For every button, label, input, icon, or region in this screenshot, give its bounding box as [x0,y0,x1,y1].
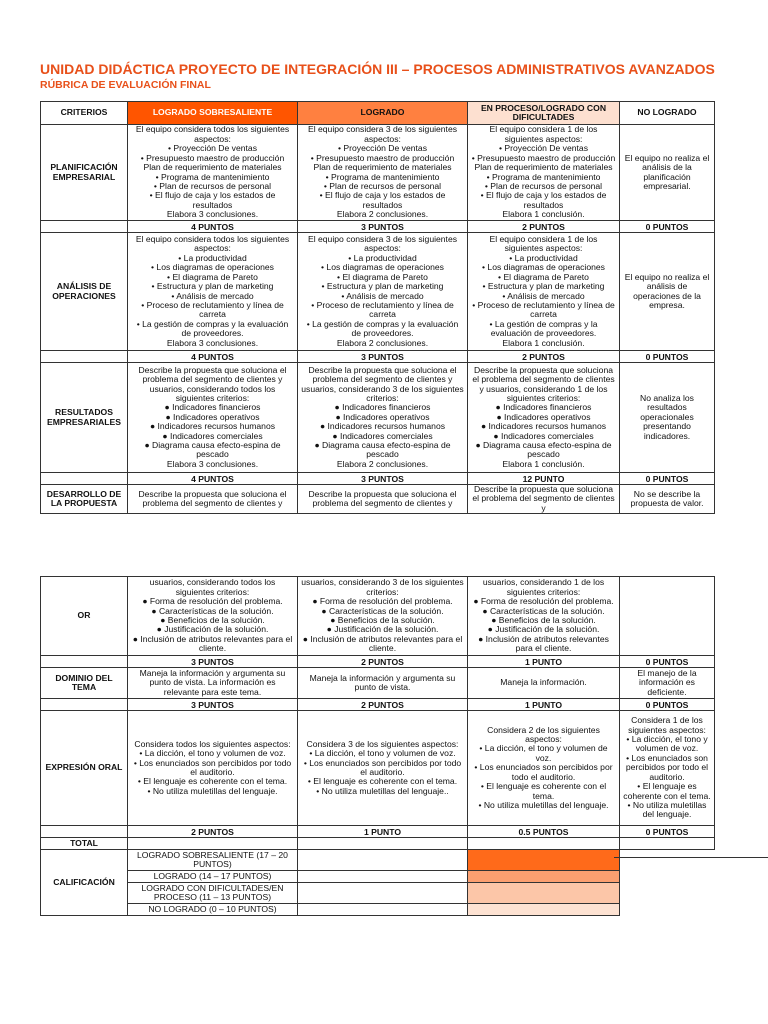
grade-row [41,904,715,916]
points-value: 4 PUNTOS [128,221,298,233]
description-line: ● Inclusión de atributos relevantes para el cliente. [132,633,293,654]
criterion-row [41,711,715,826]
criterion-label: DOMINIO DEL TEMA [41,668,128,699]
points-value: 3 PUNTOS [128,699,298,711]
level-description [298,711,468,826]
criterion-row [41,233,715,351]
level-description [620,363,715,473]
description-line: • Los diagramas de operaciones [482,262,605,273]
description-line: • No utiliza muletillas del lenguaje. [147,785,278,796]
description-line: • Programa de mantenimiento [325,171,440,182]
description-line: ● Inclusión de atributos relevantes para el cliente. [302,633,463,654]
criterion-label: OR [41,577,128,656]
grade-swatch [468,883,620,904]
description-line: ● Indicadores operativos [335,411,430,422]
description-line: ● Beneficios de la solución. [491,615,596,625]
description-line: • Los diagramas de operaciones [151,262,274,273]
description-line: ● Justificación de la solución. [487,624,600,635]
description-line: Elabora 3 conclusiones. [166,209,259,220]
grade-label: LOGRADO (14 – 17 PUNTOS) [128,871,298,883]
level-description [620,577,715,656]
description-line: • La productividad [178,252,247,263]
points-value: 1 PUNTO [468,699,620,711]
grade-row [41,883,715,904]
points-value: 4 PUNTOS [128,351,298,363]
description-line: ● Indicadores operativos [496,411,591,422]
points-value: 2 PUNTOS [298,656,468,668]
description-line: El equipo no realiza el análisis de la planificación empresarial. [624,152,710,191]
description-line: • El diagrama de Pareto [167,271,258,282]
calificacion-label: CALIFICACIÓN [41,850,128,916]
description-line: • Programa de mantenimiento [486,171,601,182]
criterion-row [41,485,715,514]
description-line: ● Indicadores operativos [165,411,260,422]
description-line: ● Características de la solución. [151,605,274,616]
points-value: 3 PUNTOS [298,473,468,485]
description-line: El equipo considera todos los siguientes aspectos: [135,124,290,144]
points-value: 3 PUNTOS [298,351,468,363]
description-line: Plan de requerimiento de materiales [474,162,613,173]
description-line: Describe la propuesta que soluciona el problema del segmento de clientes y [138,488,287,509]
description-line: Elabora 2 conclusiones. [336,337,429,348]
level-description [468,668,620,699]
total-row-rule [614,857,768,858]
level-description [298,363,468,473]
description-line: Describe la propuesta que soluciona el problema del segmento de clientes y usuarios, considerando 1 de los siguientes criterios: [472,364,615,403]
description-line: • Proceso de reclutamiento y línea de carreta [311,299,454,320]
level-description [620,233,715,351]
description-line: • Estructura y plan de marketing [482,281,605,292]
description-line: ● Diagrama causa efecto-espina de pescado [144,440,281,460]
description-line: • Plan de recursos de personal [484,180,603,191]
grade-blank [298,904,468,916]
grade-swatch [468,904,620,916]
level-description [620,485,715,514]
description-line: • Proyección De ventas [499,143,588,154]
header-no-logrado: NO LOGRADO [620,102,715,125]
level-description [128,485,298,514]
description-line: • Los enunciados son percibidos por todo el auditorio. [133,757,292,777]
description-line: • El lenguaje es coherente con el tema. [623,781,711,801]
description-line: • La productividad [348,252,417,263]
grade-label: LOGRADO SOBRESALIENTE (17 – 20 PUNTOS) [128,850,298,871]
description-line: ● Indicadores comerciales [332,430,433,441]
description-line: Elabora 2 conclusiones. [336,209,429,220]
description-line: • Proceso de reclutamiento y línea de carreta [472,299,615,320]
points-value: 2 PUNTOS [298,699,468,711]
level-description [128,711,298,826]
description-line: ● Indicadores financieros [164,402,261,413]
points-value: 12 PUNTO [468,473,620,485]
description-line: • Estructura y plan de marketing [151,281,274,292]
grade-blank [298,871,468,883]
description-line: ● Indicadores comerciales [493,430,594,441]
description-line: • El lenguaje es coherente con el tema. [137,776,288,787]
points-value: 0 PUNTOS [620,699,715,711]
description-line: • Los enunciados son percibidos por todo el auditorio. [303,757,462,777]
points-row [41,473,715,485]
rubric-table-page-1 [40,101,715,514]
criterion-row [41,363,715,473]
level-description [128,233,298,351]
description-line: • No utiliza muletillas del lenguaje.. [316,785,449,796]
level-description [620,668,715,699]
description-line: ● Beneficios de la solución. [160,615,265,625]
description-line: Maneja la información y argumenta su punto de vista. [309,672,456,692]
level-description [468,363,620,473]
criterion-label: RESULTADOS EMPRESARIALES [41,363,128,473]
grade-label: LOGRADO CON DIFICULTADES/EN PROCESO (11 – 13 PUNTOS) [128,883,298,904]
grade-label: NO LOGRADO (0 – 10 PUNTOS) [128,904,298,916]
points-row [41,221,715,233]
description-line: Describe la propuesta que soluciona el problema del segmento de clientes y usuarios, considerando 3 de los siguientes criterios: [301,364,464,403]
description-line: • La gestión de compras y la evaluación de proveedores. [136,318,289,339]
description-line: ● Indicadores financieros [334,402,431,413]
description-line: • Presupuesto maestro de producción [140,152,285,163]
description-line: El equipo considera 1 de los siguientes aspectos: [489,124,598,144]
points-row [41,699,715,711]
description-line: • Presupuesto maestro de producción [310,152,455,163]
points-value: 4 PUNTOS [128,473,298,485]
description-line: Describe la propuesta que soluciona el problema del segmento de clientes y [472,484,615,513]
description-line: ● Justificación de la solución. [326,624,439,635]
description-line: usuarios, considerando 3 de los siguientes criterios: [301,577,464,597]
description-line: • El diagrama de Pareto [337,271,428,282]
description-line: • Proceso de reclutamiento y línea de carreta [141,299,284,320]
description-line: ● Características de la solución. [482,605,605,616]
description-line: ● Justificación de la solución. [156,624,269,635]
description-line: Describe la propuesta que soluciona el problema del segmento de clientes y usuarios, considerando todos los siguientes criterios: [138,364,287,403]
level-description [468,711,620,826]
description-line: • Presupuesto maestro de producción [471,152,616,163]
description-line: • Proyección De ventas [338,143,427,154]
description-line: Maneja la información. [500,677,587,688]
rubric-table-page-2 [40,576,715,916]
description-line: Considera 3 de los siguientes aspectos: [306,738,459,749]
level-description [128,363,298,473]
points-value: 2 PUNTOS [128,826,298,838]
criterion-row [41,668,715,699]
points-value: 3 PUNTOS [128,656,298,668]
description-line: ● Beneficios de la solución. [330,615,435,625]
criterion-label: ANÁLISIS DE OPERACIONES [41,233,128,351]
grade-row [41,850,715,871]
points-value: 0 PUNTOS [620,473,715,485]
description-line: No se describe la propuesta de valor. [630,488,704,509]
description-line: Considera todos los siguientes aspectos: [134,738,291,749]
description-line: Elabora 3 conclusiones. [166,337,259,348]
description-line: Elabora 1 conclusión. [502,458,585,469]
level-description [128,125,298,221]
criterion-row [41,577,715,656]
level-description [298,485,468,514]
grade-blank [298,883,468,904]
description-line: El equipo considera 1 de los siguientes aspectos: [489,234,598,254]
points-row [41,826,715,838]
description-line: • Los enunciados son percibidos por todo el auditorio. [625,752,709,782]
description-line: ● Indicadores recursos humanos [480,421,607,432]
description-line: • No utiliza muletillas del lenguaje. [627,799,707,820]
level-description [620,711,715,826]
level-description [468,233,620,351]
points-value: 2 PUNTOS [468,351,620,363]
description-line: • La dicción, el tono y volumen de voz. [626,734,708,754]
description-line: ● Diagrama causa efecto-espina de pescado [475,440,612,460]
description-line: No analiza los resultados operacionales presentando indicadores. [640,392,694,441]
level-description [128,577,298,656]
description-line: • Análisis de mercado [502,290,585,301]
grade-blank [298,850,468,871]
description-line: El equipo no realiza el análisis de operaciones de la empresa. [624,271,710,310]
description-line: • El flujo de caja y los estados de resultados [480,190,607,210]
points-value: 0 PUNTOS [620,221,715,233]
description-line: • La gestión de compras y la evaluación de proveedores. [306,318,459,339]
description-line: • Análisis de mercado [171,290,254,301]
criterion-label: PLANIFICACIÓN EMPRESARIAL [41,125,128,221]
points-value: 0 PUNTOS [620,826,715,838]
points-row [41,656,715,668]
points-value: 1 PUNTO [298,826,468,838]
description-line: • Los enunciados son percibidos por todo el auditorio. [474,762,613,782]
level-description [468,485,620,514]
description-line: usuarios, considerando 1 de los siguientes criterios: [482,577,605,597]
page-subtitle: RÚBRICA DE EVALUACIÓN FINAL [40,79,211,91]
description-line: • Proyección De ventas [168,143,257,154]
header-proceso: EN PROCESO/LOGRADO CON DIFICULTADES [468,102,620,125]
page-title: UNIDAD DIDÁCTICA PROYECTO DE INTEGRACIÓN III – PROCESOS ADMINISTRATIVOS AVANZADOS [40,61,715,77]
description-line: • Los diagramas de operaciones [321,262,444,273]
criterion-label: EXPRESIÓN ORAL [41,711,128,826]
description-line: • No utiliza muletillas del lenguaje. [478,799,609,810]
total-label: TOTAL [41,838,128,850]
description-line: Considera 2 de los siguientes aspectos: [487,724,600,745]
total-row [41,838,715,850]
level-description [128,668,298,699]
grade-swatch [468,850,620,871]
grade-swatch [468,871,620,883]
description-line: ● Características de la solución. [321,605,444,616]
header-sobresaliente: LOGRADO SOBRESALIENTE [128,102,298,125]
description-line: Considera 1 de los siguientes aspectos: [628,715,706,735]
description-line: El equipo considera todos los siguientes aspectos: [135,234,290,254]
description-line: • El diagrama de Pareto [498,271,589,282]
level-description [468,125,620,221]
description-line: Plan de requerimiento de materiales [313,162,452,173]
points-value: 3 PUNTOS [298,221,468,233]
description-line: ● Indicadores recursos humanos [149,421,276,432]
level-description [298,233,468,351]
header-row [41,102,715,125]
description-line: • Programa de mantenimiento [155,171,270,182]
description-line: El equipo considera 3 de los siguientes aspectos: [307,124,458,144]
description-line: • El flujo de caja y los estados de resultados [149,190,276,210]
description-line: Elabora 3 conclusiones. [166,458,259,469]
level-description [298,125,468,221]
description-line: Elabora 1 conclusión. [502,209,585,220]
description-line: Elabora 2 conclusiones. [336,458,429,469]
points-value: 1 PUNTO [468,656,620,668]
description-line: ● Inclusión de atributos relevantes para el cliente. [478,633,609,654]
description-line: • El flujo de caja y los estados de resultados [319,190,446,210]
description-line: ● Indicadores financieros [495,402,592,413]
points-value: 0.5 PUNTOS [468,826,620,838]
description-line: Elabora 1 conclusión. [502,337,585,348]
description-line: Plan de requerimiento de materiales [143,162,282,173]
description-line: Describe la propuesta que soluciona el problema del segmento de clientes y [308,488,457,509]
criterion-label: DESARROLLO DE LA PROPUESTA [41,485,128,514]
description-line: • El lenguaje es coherente con el tema. [480,781,607,801]
level-description [298,577,468,656]
description-line: El manejo de la información es deficiente. [637,667,697,697]
description-line: • El lenguaje es coherente con el tema. [307,776,458,787]
description-line: ● Indicadores comerciales [162,430,263,441]
description-line: El equipo considera 3 de los siguientes aspectos: [307,234,458,254]
description-line: ● Forma de resolución del problema. [473,596,614,607]
description-line: ● Forma de resolución del problema. [142,596,283,607]
points-value: 2 PUNTOS [468,221,620,233]
description-line: • La dicción, el tono y volumen de voz. [309,748,456,759]
description-line: • Análisis de mercado [341,290,424,301]
description-line: ● Indicadores recursos humanos [319,421,446,432]
description-line: ● Forma de resolución del problema. [312,596,453,607]
description-line: • La dicción, el tono y volumen de voz. [139,748,286,759]
header-criterios: CRITERIOS [41,102,128,125]
criterion-row [41,125,715,221]
level-description [620,125,715,221]
description-line: • La gestión de compras y la evaluación de proveedores. [489,318,598,339]
points-row [41,351,715,363]
points-value: 0 PUNTOS [620,656,715,668]
level-description [298,668,468,699]
description-line: • Estructura y plan de marketing [321,281,444,292]
description-line: • La dicción, el tono y volumen de voz. [479,743,608,763]
description-line: ● Diagrama causa efecto-espina de pescado [314,440,451,460]
level-description [468,577,620,656]
header-logrado: LOGRADO [298,102,468,125]
points-value: 0 PUNTOS [620,351,715,363]
description-line: • La productividad [509,252,578,263]
description-line: Maneja la información y argumenta su punto de vista. La información es relevante para este tema. [139,667,286,697]
description-line: usuarios, considerando todos los siguientes criterios: [149,577,276,597]
description-line: • Plan de recursos de personal [323,180,442,191]
description-line: • Plan de recursos de personal [153,180,272,191]
grade-row [41,871,715,883]
